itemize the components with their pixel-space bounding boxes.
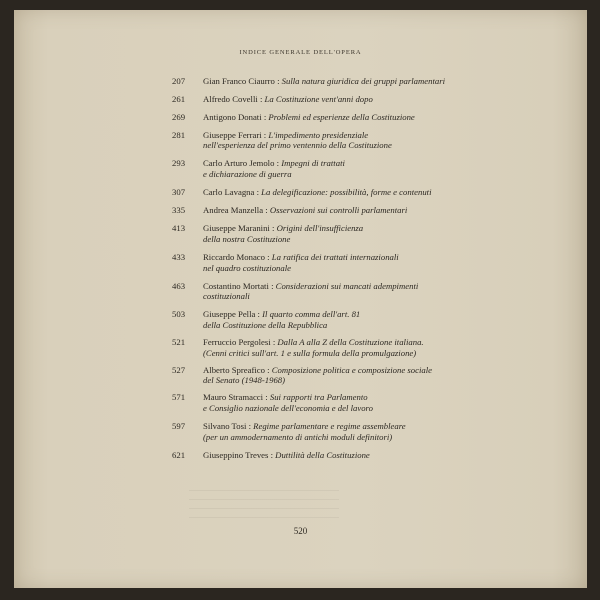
toc-entry-title-continuation: e dichiarazione di guerra xyxy=(203,169,292,180)
toc-entry-title: Osservazioni sui controlli parlamentari xyxy=(269,205,408,216)
toc-entry-title: Composizione politica e composizione sociale xyxy=(271,364,432,375)
toc-entry-title-continuation: nel quadro costituzionale xyxy=(203,262,291,273)
toc-entry-first-line: Riccardo Monaco : La ratifica dei trattati internazionali xyxy=(203,252,399,263)
toc-entry-author: Carlo Arturo Jemolo xyxy=(203,158,275,169)
toc-entry-page-number: 571 xyxy=(172,392,186,403)
toc-entry-first-line: Alberto Spreafico : Composizione politica e composizione sociale xyxy=(203,364,432,375)
running-head: INDICE GENERALE DELL'OPERA xyxy=(239,49,362,56)
toc-entry-first-line: Alfredo Covelli : La Costituzione vent'anni dopo xyxy=(203,94,373,105)
toc-entry-first-line: Silvano Tosi : Regime parlamentare e regime assembleare xyxy=(203,421,406,432)
toc-entry-title: Sui rapporti tra Parlamento xyxy=(269,392,368,403)
toc-entry xyxy=(172,187,472,198)
toc-entry-author: Alfredo Covelli xyxy=(203,94,258,105)
toc-entry-author: Alberto Spreafico xyxy=(203,364,265,375)
toc-entry-title: Dalla A alla Z della Costituzione italiana. xyxy=(277,337,424,348)
toc-entry-page-number: 261 xyxy=(172,94,186,105)
toc-entry-title: La Costituzione vent'anni dopo xyxy=(264,94,373,105)
table-of-contents xyxy=(172,76,472,468)
toc-entry xyxy=(172,421,472,442)
toc-entry-author: Silvano Tosi xyxy=(203,421,247,432)
toc-entry-first-line: Giuseppe Ferrari : L'impedimento presidenziale xyxy=(203,129,369,140)
toc-entry-author: Carlo Lavagna xyxy=(203,187,255,198)
toc-entry-author: Gian Franco Ciaurro xyxy=(203,76,275,86)
toc-entry-title-continuation: della nostra Costituzione xyxy=(203,233,291,244)
toc-entry-author: Costantino Mortati xyxy=(203,280,269,291)
toc-entry xyxy=(172,76,472,87)
toc-entry-title: Problemi ed esperienze della Costituzione xyxy=(268,112,415,123)
toc-entry-page-number: 503 xyxy=(172,309,186,320)
toc-entry-first-line: Carlo Lavagna : La delegificazione: possibilità, forme e contenuti xyxy=(203,187,432,198)
toc-entry xyxy=(172,309,472,330)
toc-entry-first-line: Carlo Arturo Jemolo : Impegni di trattati xyxy=(203,158,345,169)
toc-entry-author: Antigono Donati xyxy=(203,112,262,123)
toc-entry-author: Andrea Manzella xyxy=(203,205,264,216)
toc-entry-title-continuation: (Cenni critici sull'art. 1 e sulla formula della promulgazione) xyxy=(203,347,417,358)
toc-entry-title: Considerazioni sui mancati adempimenti xyxy=(275,280,419,291)
toc-entry-title-continuation: costituzionali xyxy=(203,291,250,302)
toc-entry-author: Giuseppe Ferrari xyxy=(203,129,262,140)
toc-entry xyxy=(172,252,472,273)
toc-entry-title: Duttilità della Costituzione xyxy=(275,449,370,460)
toc-entry-first-line: Mauro Stramacci : Sui rapporti tra Parlamento xyxy=(203,392,368,403)
book-page xyxy=(14,10,587,588)
toc-entry-first-line: Costantino Mortati : Considerazioni sui mancati adempimenti xyxy=(203,280,419,291)
toc-entry-author: Mauro Stramacci xyxy=(203,392,264,403)
toc-entry-author: Ferruccio Pergolesi xyxy=(203,337,271,348)
page-number: 520 xyxy=(293,526,308,536)
toc-entry-first-line: Andrea Manzella : Osservazioni sui controlli parlamentari xyxy=(203,205,408,216)
toc-entry-title: La delegificazione: possibilità, forme e contenuti xyxy=(261,187,432,198)
toc-entry-page-number: 463 xyxy=(172,280,186,291)
toc-entry xyxy=(172,365,472,386)
toc-entry-page-number: 433 xyxy=(172,252,186,263)
toc-entry xyxy=(172,112,472,123)
toc-entry-page-number: 293 xyxy=(172,158,186,169)
toc-entry-page-number: 335 xyxy=(172,205,186,216)
toc-entry xyxy=(172,158,472,179)
toc-entry-author: Riccardo Monaco xyxy=(203,252,265,263)
toc-entry-page-number: 207 xyxy=(172,76,186,86)
toc-entry-title-continuation: della Costituzione della Repubblica xyxy=(203,320,328,330)
toc-entry xyxy=(172,223,472,244)
toc-entry xyxy=(172,205,472,216)
toc-entry-page-number: 521 xyxy=(172,337,186,348)
toc-entry xyxy=(172,392,472,413)
toc-entry-title: La ratifica dei trattati internazionali xyxy=(271,252,399,263)
toc-entry-first-line: Giuseppe Maranini : Origini dell'insufficienza xyxy=(203,223,364,234)
toc-entry xyxy=(172,281,472,302)
toc-entry-title-continuation: e Consiglio nazionale dell'economia e del lavoro xyxy=(203,403,373,414)
toc-entry-title-continuation: nell'esperienza del primo ventennio della Costituzione xyxy=(203,140,392,151)
toc-entry-page-number: 621 xyxy=(172,449,186,460)
show-through-text xyxy=(189,488,339,518)
toc-entry-author: Giuseppino Treves xyxy=(203,449,269,460)
toc-entry-first-line: Giuseppino Treves : Duttilità della Costituzione xyxy=(203,449,370,460)
toc-entry-author: Giuseppe Maranini xyxy=(203,223,270,234)
toc-entry-page-number: 527 xyxy=(172,364,186,375)
toc-entry-author: Giuseppe Pella xyxy=(203,309,256,320)
toc-entry-title: L'impedimento presidenziale xyxy=(268,129,369,140)
toc-entry-page-number: 269 xyxy=(172,112,186,123)
toc-entry-title: Impegni di trattati xyxy=(281,158,345,169)
toc-entry-first-line: Giuseppe Pella : Il quarto comma dell'art. 81 xyxy=(203,309,361,320)
toc-entry xyxy=(172,130,472,151)
toc-entry-title: Origini dell'insufficienza xyxy=(276,223,364,234)
toc-entry-title-continuation: del Senato (1948-1968) xyxy=(203,375,286,386)
toc-entry xyxy=(172,450,472,461)
toc-entry-title: Il quarto comma dell'art. 81 xyxy=(262,309,361,320)
toc-entry-first-line: Antigono Donati : Problemi ed esperienze della Costituzione xyxy=(203,112,415,123)
toc-entry-first-line: Ferruccio Pergolesi : Dalla A alla Z della Costituzione italiana. xyxy=(203,337,424,348)
toc-entry xyxy=(172,94,472,105)
toc-entry-title: Sulla natura giuridica dei gruppi parlamentari xyxy=(281,76,446,86)
toc-entry-title-continuation: (per un ammodernamento di antichi moduli definitori) xyxy=(203,431,393,442)
toc-entry-page-number: 307 xyxy=(172,187,186,198)
toc-entry-title: Regime parlamentare e regime assembleare xyxy=(253,421,406,432)
toc-entry xyxy=(172,337,472,358)
toc-entry-page-number: 597 xyxy=(172,421,186,432)
toc-entry-page-number: 281 xyxy=(172,129,186,140)
toc-entry-page-number: 413 xyxy=(172,223,186,234)
toc-entry-first-line: Gian Franco Ciaurro : Sulla natura giuridica dei gruppi parlamentari xyxy=(203,76,446,86)
